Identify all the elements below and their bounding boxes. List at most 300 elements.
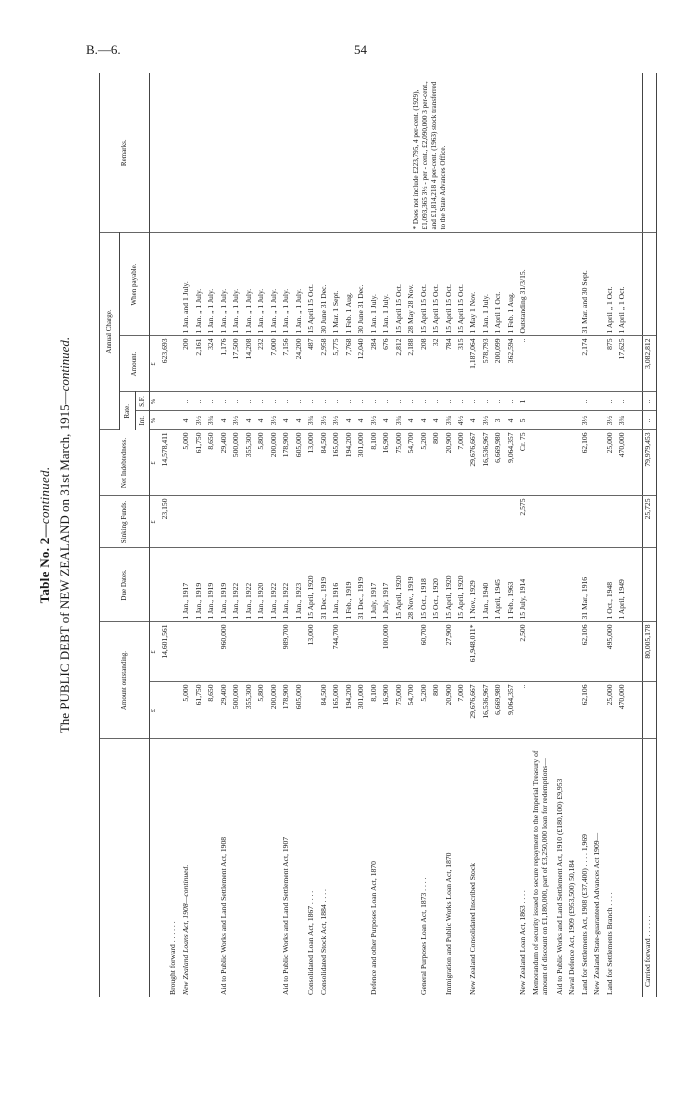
cell-sinking-fund [356, 496, 368, 548]
cell-when [643, 233, 657, 336]
cell-sf-rate: .. [256, 392, 268, 411]
cell-net: 16,536,967 [481, 430, 493, 496]
cell-int: 3¾ [617, 411, 629, 430]
cell-when [567, 233, 579, 336]
cell-sinking-fund [481, 496, 493, 548]
cell-amt-a: 301,000 [356, 682, 368, 739]
cell-amt-b [592, 622, 604, 682]
cell-loan [269, 739, 281, 997]
cell-due: 15 Oct., 1920 [431, 548, 443, 622]
cell-amt-b [319, 622, 331, 682]
cell-due: 1 Oct., 1948 [605, 548, 617, 622]
cell-amt-a: 8,100 [369, 682, 381, 739]
cell-due: 15 July, 1914 [518, 548, 530, 622]
cell-int: .. [643, 411, 657, 430]
cell-net [592, 430, 604, 496]
cell-due: 1 Jan., 1922 [231, 548, 243, 622]
cell-amt-b [194, 622, 206, 682]
cell-amt-b: 61,948,011* [468, 622, 480, 682]
cell-amt-b: 2,500 [518, 622, 530, 682]
cell-amount: 362,594 [506, 336, 518, 392]
cell-amount: 2,174 [580, 336, 592, 392]
cell-sf-rate: .. [356, 392, 368, 411]
cell-when: 30 June 31 Dec. [319, 233, 331, 336]
cell-sinking-fund [419, 496, 431, 548]
table-title-continued: continued. [37, 466, 52, 525]
cell-amt-a: 470,000 [617, 682, 629, 739]
spacer-cell [630, 233, 643, 336]
cell-sf-rate: .. [431, 392, 443, 411]
cell-when: 15 April 15 Oct. [456, 233, 468, 336]
cell-net: 84,500 [319, 430, 331, 496]
cell-sf-rate: .. [181, 392, 193, 411]
cell-amt-a: 29,676,667 [468, 682, 480, 739]
col-amount-header: Amount. [120, 336, 150, 392]
cell-sinking-fund [244, 496, 256, 548]
cell-due [555, 548, 567, 622]
cell-int: 3½ [605, 411, 617, 430]
cell-int: 3½ [331, 411, 343, 430]
cell-due: 1 July, 1917 [381, 548, 393, 622]
cell-sf-rate: .. [605, 392, 617, 411]
rotated-table-region [37, 73, 657, 997]
cell-loan: Consolidated Stock Act, 1884 . . . . [318, 889, 328, 995]
carried-forward-row [643, 73, 657, 997]
unit-pound: £ [150, 622, 160, 682]
cell-loan [194, 739, 206, 997]
cell-loan: Carried forward . . . . . . [643, 739, 657, 997]
cell-when: 1 Jan. „ 1 July. [256, 233, 268, 336]
cell-net: 29,400 [219, 430, 231, 496]
cell-loan: New Zealand Consolidated Inscribed Stock [468, 862, 478, 995]
cell-amt-b [493, 622, 505, 682]
cell-sf-rate: .. [468, 392, 480, 411]
cell-due: 28 Nov., 1919 [406, 548, 418, 622]
cell-amount: 7,156 [281, 336, 293, 392]
cell-amt-b [506, 622, 518, 682]
unit-cell [150, 548, 160, 622]
cell-amt-a: 194,200 [344, 682, 356, 739]
cell-sinking-fund [344, 496, 356, 548]
cell-loan [431, 739, 443, 997]
cell-due [643, 548, 657, 622]
cell-net: 8,100 [369, 430, 381, 496]
cell-loan: Land for Settlements Branch . . . . [604, 892, 614, 995]
cell-amt-b [206, 622, 218, 682]
cell-amt-b: 13,000 [306, 622, 318, 682]
cell-net: 29,676,667 [468, 430, 480, 496]
cell-due [531, 548, 555, 622]
cell-due: 15 April, 1920 [394, 548, 406, 622]
cell-sf-rate: .. [206, 392, 218, 411]
cell-sinking-fund [580, 496, 592, 548]
cell-amt-b [344, 622, 356, 682]
cell-int: 3¾ [394, 411, 406, 430]
page-series-label: B.—6. [86, 42, 121, 57]
cell-due: 1 Jan., 1940 [481, 548, 493, 622]
cell-when: 15 April 15 Oct. [419, 233, 431, 336]
cell-due: 31 Dec., 1919 [356, 548, 368, 622]
cell-amt-a: 605,000 [294, 682, 306, 739]
cell-sinking-fund [394, 496, 406, 548]
cell-loan: New Zealand Loans Act, 1908—continued. [181, 864, 191, 995]
cell-int [555, 411, 567, 430]
cell-when: 1 May 1 Nov. [468, 233, 480, 336]
cell-sinking-fund: 2,575 [518, 496, 530, 548]
cell-when: 1 Jan. 1 July. [381, 233, 393, 336]
cell-loan [381, 739, 393, 997]
col-net-indebtedness-header: Net Indebtedness. [100, 430, 150, 496]
cell-sinking-fund [468, 496, 480, 548]
cell-net: 500,000 [231, 430, 243, 496]
cell-sinking-fund [181, 496, 193, 548]
cell-int: 3½ [481, 411, 493, 430]
cell-amount: 200,099 [493, 336, 505, 392]
spacer-cell [630, 336, 643, 392]
cell-int: 3½ [194, 411, 206, 430]
cell-loan: Defence and other Purposes Loan Act, 1870 [368, 861, 378, 995]
cell-amt-a: 62,106 [580, 682, 592, 739]
cell-sinking-fund [194, 496, 206, 548]
cell-amt-b [231, 622, 243, 682]
cell-sf-rate: .. [294, 392, 306, 411]
spacer-cell [630, 392, 643, 411]
cell-due: 15 April, 1920 [306, 548, 318, 622]
cell-amount: 17,625 [617, 336, 629, 392]
cell-due [592, 548, 604, 622]
cell-amount: 2,958 [319, 336, 331, 392]
cell-amt-a: 16,900 [381, 682, 393, 739]
cell-amt-b [567, 622, 579, 682]
cell-sinking-fund [592, 496, 604, 548]
cell-net: 61,750 [194, 430, 206, 496]
cell-amt-b: 62,106 [580, 622, 592, 682]
cell-int: 4 [506, 411, 518, 430]
cell-loan [493, 739, 505, 997]
cell-int: 3½ [369, 411, 381, 430]
col-annual-charge-header: Annual Charge. [100, 233, 120, 430]
cell-amt-a [531, 682, 555, 739]
cell-amount: 623,693 [160, 336, 182, 392]
cell-sinking-fund [294, 496, 306, 548]
cell-amount: 784 [444, 336, 456, 392]
cell-amt-b [181, 622, 193, 682]
cell-int: 4 [431, 411, 443, 430]
cell-sinking-fund [444, 496, 456, 548]
cell-amount: 324 [206, 336, 218, 392]
cell-net: 5,200 [419, 430, 431, 496]
cell-sinking-fund [319, 496, 331, 548]
cell-amt-a: 165,000 [331, 682, 343, 739]
cell-net: 62,106 [580, 430, 592, 496]
cell-sf-rate [567, 392, 579, 411]
cell-due: 1 Jan., 1919 [194, 548, 206, 622]
remarks-cell [160, 73, 643, 233]
col-due-dates-header: Due Dates. [100, 548, 150, 622]
cell-int: 3½ [231, 411, 243, 430]
cell-net [531, 430, 555, 496]
table-row [160, 73, 182, 997]
col-rate-header: Rate. [120, 392, 136, 430]
cell-int: 4 [219, 411, 231, 430]
table-title-text: Table No. 2— [37, 524, 52, 604]
cell-amt-a: 200,000 [269, 682, 281, 739]
unit-cell [150, 233, 160, 336]
cell-sinking-fund [506, 496, 518, 548]
cell-sf-rate: .. [344, 392, 356, 411]
cell-loan [206, 739, 218, 997]
cell-amt-a: 7,000 [456, 682, 468, 739]
cell-sinking-fund [231, 496, 243, 548]
unit-pound: £ [150, 682, 160, 739]
cell-due: 31 Mar., 1916 [580, 548, 592, 622]
cell-sf-rate: .. [219, 392, 231, 411]
col-sf-header: S.F. [136, 392, 150, 411]
cell-net: 194,200 [344, 430, 356, 496]
cell-amt-b: 744,700 [331, 622, 343, 682]
cell-due: 1 Nov., 1929 [468, 548, 480, 622]
cell-net: 16,900 [381, 430, 393, 496]
cell-loan: Aid to Public Works and Land Settlement Act, 1907 [281, 836, 291, 995]
cell-amt-a: 355,300 [244, 682, 256, 739]
cell-due: 1 Jan., 1923 [294, 548, 306, 622]
cell-net: 13,000 [306, 430, 318, 496]
cell-amount: 5,775 [331, 336, 343, 392]
cell-sinking-fund [256, 496, 268, 548]
cell-sf-rate: .. [231, 392, 243, 411]
cell-sf-rate: .. [244, 392, 256, 411]
cell-when: 1 Jan. 1 July. [481, 233, 493, 336]
cell-loan [331, 739, 343, 997]
cell-due: 15 April, 1920 [456, 548, 468, 622]
cell-when: 15 April 15 Oct. [444, 233, 456, 336]
cell-when: 1 April „ 1 Oct. [605, 233, 617, 336]
cell-amt-b: 100,000 [381, 622, 393, 682]
cell-amount: 24,200 [294, 336, 306, 392]
cell-net: 301,000 [356, 430, 368, 496]
cell-loan [256, 739, 268, 997]
spacer-cell [630, 739, 643, 997]
cell-amount: 578,793 [481, 336, 493, 392]
cell-amt-a: 5,000 [181, 682, 193, 739]
cell-when: 1 Jan. „ 1 July. [231, 233, 243, 336]
col-loan-header [100, 739, 150, 997]
cell-amount: 2,812 [394, 336, 406, 392]
cell-due: 1 April, 1945 [493, 548, 505, 622]
cell-loan [394, 739, 406, 997]
cell-loan: Aid to Public Works and Land Settlement Act, 1910 (£180,100) £9,953 [554, 778, 564, 995]
cell-amt-a [643, 682, 657, 739]
cell-loan: New Zealand Loan Act, 1863 . . . . [518, 890, 528, 995]
cell-amount: 12,040 [356, 336, 368, 392]
cell-sinking-fund [531, 496, 555, 548]
cell-loan [506, 739, 518, 997]
cell-due: 1 Jan., 1919 [219, 548, 231, 622]
cell-amt-a: 61,750 [194, 682, 206, 739]
cell-loan [356, 739, 368, 997]
page-number: 54 [354, 42, 367, 57]
cell-loan [617, 739, 629, 997]
cell-amount: 7,000 [269, 336, 281, 392]
cell-sf-rate: .. [394, 392, 406, 411]
cell-net: 9,064,357 [506, 430, 518, 496]
cell-int: 4 [344, 411, 356, 430]
cell-int: 3½ [580, 411, 592, 430]
cell-loan: Land for Settlements Act, 1908 (£37,400) . . . . 1,969 [579, 834, 589, 995]
cell-amount: 875 [605, 336, 617, 392]
col-int-header: Int. [136, 411, 150, 430]
cell-net: 25,000 [605, 430, 617, 496]
cell-net: 79,979,453 [643, 430, 657, 496]
cell-amount: 1,187,064 [468, 336, 480, 392]
unit-pound: £ [150, 430, 160, 496]
cell-amt-a: 16,536,967 [481, 682, 493, 739]
cell-amt-b: 960,000 [219, 622, 231, 682]
cell-net: 200,000 [269, 430, 281, 496]
unit-percent: % [150, 392, 160, 411]
cell-net: 355,300 [244, 430, 256, 496]
cell-sf-rate: .. [580, 392, 592, 411]
cell-remarks [643, 73, 657, 233]
cell-sf-rate: .. [194, 392, 206, 411]
cell-net: 605,000 [294, 430, 306, 496]
cell-amt-b: 989,700 [281, 622, 293, 682]
cell-amount: 2,188 [406, 336, 418, 392]
cell-amount [592, 336, 604, 392]
cell-when: 1 Jan. „ 1 July. [206, 233, 218, 336]
cell-due: 1 Jan., 1916 [331, 548, 343, 622]
col-sinking-funds-header: Sinking Funds. [100, 496, 150, 548]
cell-loan [456, 739, 468, 997]
cell-amt-a [567, 682, 579, 739]
cell-net: 165,000 [331, 430, 343, 496]
cell-due [160, 548, 182, 622]
cell-net: 14,578,411 [160, 430, 182, 496]
cell-amt-a: 5,200 [419, 682, 431, 739]
cell-amount: 284 [369, 336, 381, 392]
cell-amount: .. [518, 336, 530, 392]
cell-sinking-fund [431, 496, 443, 548]
cell-amt-a: 6,669,980 [493, 682, 505, 739]
cell-net [567, 430, 579, 496]
cell-amount: 3,082,812 [643, 336, 657, 392]
cell-sinking-fund [605, 496, 617, 548]
unit-pound: £ [150, 496, 160, 548]
cell-sinking-fund [381, 496, 393, 548]
cell-sf-rate: .. [406, 392, 418, 411]
cell-int: 4 [468, 411, 480, 430]
cell-net: 5,000 [181, 430, 193, 496]
spacer-cell [630, 682, 643, 739]
table-subtitle-continued: continued. [57, 336, 72, 392]
cell-int: 4 [294, 411, 306, 430]
cell-amt-b: 495,000 [605, 622, 617, 682]
cell-amt-b [356, 622, 368, 682]
cell-loan [344, 739, 356, 997]
cell-amount: 32 [431, 336, 443, 392]
cell-sf-rate: .. [319, 392, 331, 411]
col-amount-outstanding-header: Amount outstanding. [100, 622, 150, 739]
cell-due: 15 April, 1920 [444, 548, 456, 622]
cell-amount: 208 [419, 336, 431, 392]
cell-int: 3 [493, 411, 505, 430]
cell-sinking-fund [555, 496, 567, 548]
cell-sf-rate [592, 392, 604, 411]
cell-loan [244, 739, 256, 997]
cell-amt-a: 500,000 [231, 682, 243, 739]
cell-when: 15 April 15 Oct. [431, 233, 443, 336]
cell-when: 1 Jan. „ 1 July. [219, 233, 231, 336]
cell-int: 4 [244, 411, 256, 430]
cell-net: 54,700 [406, 430, 418, 496]
cell-sinking-fund [456, 496, 468, 548]
cell-amt-a: 75,000 [394, 682, 406, 739]
cell-sf-rate: .. [643, 392, 657, 411]
cell-int: 5 [518, 411, 530, 430]
cell-amount [555, 336, 567, 392]
cell-amount: 487 [306, 336, 318, 392]
cell-when [531, 233, 555, 336]
cell-when: 1 Jan. „ 1 July. [269, 233, 281, 336]
cell-sinking-fund [406, 496, 418, 548]
cell-net: 7,000 [456, 430, 468, 496]
cell-amt-b: 60,700 [419, 622, 431, 682]
cell-when [555, 233, 567, 336]
cell-due: 1 Feb., 1963 [506, 548, 518, 622]
cell-int: 4 [406, 411, 418, 430]
cell-amount: 1,176 [219, 336, 231, 392]
cell-due: 1 July, 1917 [369, 548, 381, 622]
cell-when: 1 Jan. and 1 July. [181, 233, 193, 336]
cell-loan: New Zealand State-guaranteed Advances Act 1909— [592, 832, 602, 995]
cell-loan: Brought forward . . . . . . [167, 921, 177, 995]
spacer-cell [630, 496, 643, 548]
cell-sinking-fund: 25,725 [643, 496, 657, 548]
cell-amt-b [369, 622, 381, 682]
cell-when: 1 April „ 1 Oct. [617, 233, 629, 336]
cell-int: 4½ [456, 411, 468, 430]
table-title [37, 73, 53, 997]
cell-amount [567, 336, 579, 392]
cell-amt-a [160, 682, 182, 739]
cell-when: 1 Jan. 1 July. [369, 233, 381, 336]
cell-amt-b [531, 622, 555, 682]
cell-amt-b [394, 622, 406, 682]
cell-due: 1 Jan., 1920 [256, 548, 268, 622]
cell-amt-a: 9,064,357 [506, 682, 518, 739]
cell-sf-rate: .. [381, 392, 393, 411]
cell-amount: 14,208 [244, 336, 256, 392]
cell-net: 5,800 [256, 430, 268, 496]
cell-due [567, 548, 579, 622]
cell-amt-b [269, 622, 281, 682]
cell-amount: 232 [256, 336, 268, 392]
cell-sinking-fund [617, 496, 629, 548]
cell-sf-rate [555, 392, 567, 411]
cell-amt-a: .. [518, 682, 530, 739]
cell-net: 75,000 [394, 430, 406, 496]
cell-amt-b: 27,900 [444, 622, 456, 682]
cell-sinking-fund [281, 496, 293, 548]
cell-sinking-fund [369, 496, 381, 548]
cell-int: 3¾ [306, 411, 318, 430]
spacer-cell [630, 622, 643, 682]
cell-amt-a: 8,650 [206, 682, 218, 739]
cell-due: 31 Dec., 1919 [319, 548, 331, 622]
cell-loan [231, 739, 243, 997]
cell-int: 4 [181, 411, 193, 430]
cell-net: 178,900 [281, 430, 293, 496]
